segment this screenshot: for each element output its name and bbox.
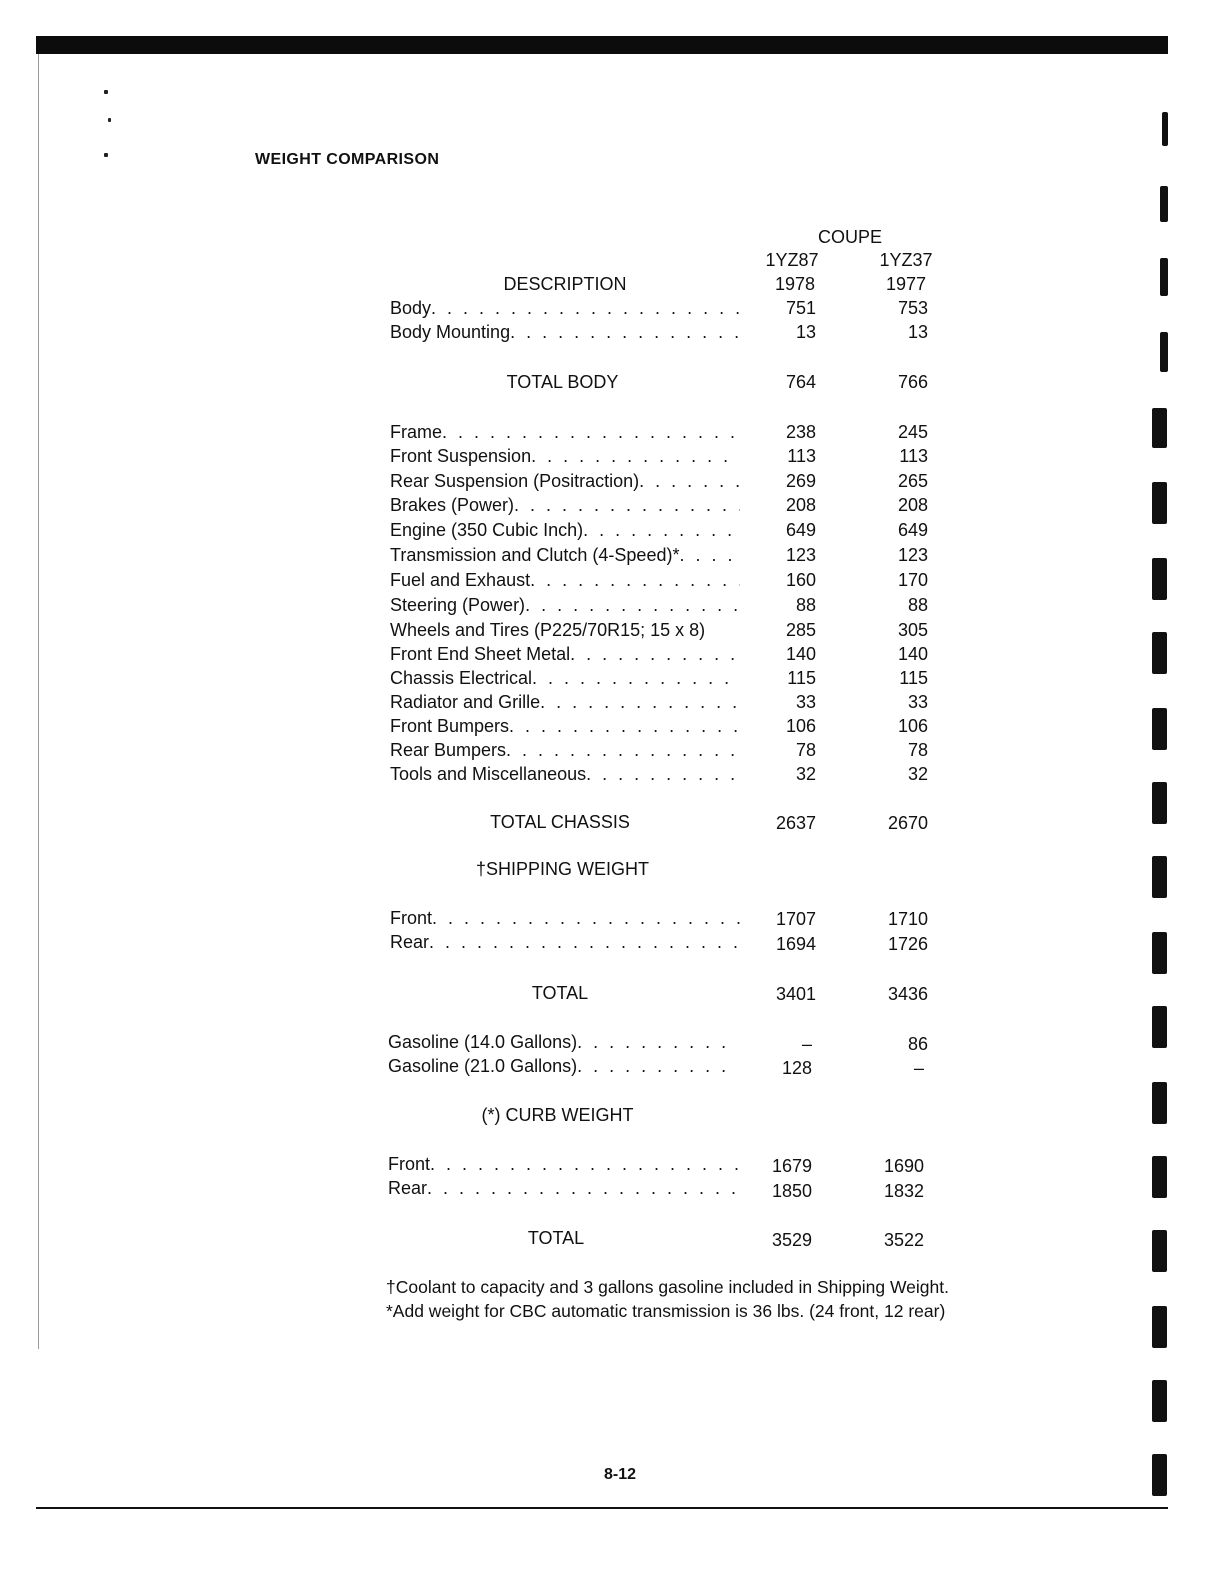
total-body-label: TOTAL BODY xyxy=(506,372,619,392)
value-1977: 115 xyxy=(899,668,928,688)
curb-total-1978: 3529 xyxy=(771,1230,812,1250)
value-1978: 33 xyxy=(795,692,816,712)
row-label: Brakes (Power) . . . xyxy=(390,494,740,516)
value-1977: 1710 xyxy=(887,909,928,929)
curb-total-label: TOTAL xyxy=(527,1228,585,1248)
total-chassis-1977: 2670 xyxy=(887,813,928,833)
footnote-curb: *Add weight for CBC automatic transmission is 36 lbs. (24 front, 12 rear) xyxy=(386,1301,946,1321)
value-1978: 115 xyxy=(787,668,816,688)
value-1977: 170 xyxy=(897,570,928,590)
total-body-1977: 766 xyxy=(897,372,928,392)
value-1977: 33 xyxy=(907,692,928,712)
value-1977: 88 xyxy=(907,595,928,615)
row-label: Rear . . . xyxy=(388,1177,738,1199)
row-label: Gasoline (14.0 Gallons) . . . xyxy=(388,1031,738,1053)
value-1978: 140 xyxy=(785,644,816,664)
value-1978: 123 xyxy=(785,545,816,565)
shipping-total-1978: 3401 xyxy=(775,984,816,1004)
value-1978: 1694 xyxy=(775,934,816,954)
value-1977: 208 xyxy=(897,495,928,515)
model-1978-heading: 1YZ87 xyxy=(765,250,819,270)
bottom-rule xyxy=(36,1507,1168,1509)
coupe-heading: COUPE xyxy=(817,227,882,247)
total-chassis-1978: 2637 xyxy=(775,813,816,833)
value-1978: 269 xyxy=(785,471,816,491)
value-1977: 13 xyxy=(907,322,928,342)
shipping-weight-heading: †SHIPPING WEIGHT xyxy=(475,859,650,879)
top-border-bar xyxy=(36,36,1168,54)
value-1977: 106 xyxy=(897,716,928,736)
total-body-1978: 764 xyxy=(785,372,816,392)
footnote-shipping: †Coolant to capacity and 3 gallons gasoline included in Shipping Weight. xyxy=(386,1277,949,1297)
left-margin-line xyxy=(38,54,39,1349)
value-1977: 305 xyxy=(897,620,928,640)
row-label: Rear Bumpers . . . xyxy=(390,739,740,761)
row-label: Front Suspension . . . xyxy=(390,445,740,467)
row-label: Radiator and Grille . . . xyxy=(390,691,740,713)
row-label: Engine (350 Cubic Inch) . . . xyxy=(390,519,740,541)
value-1977: 86 xyxy=(907,1034,928,1054)
total-chassis-label: TOTAL CHASSIS xyxy=(490,812,630,832)
shipping-total-label: TOTAL xyxy=(531,983,589,1003)
value-1977: 113 xyxy=(899,446,928,466)
value-1977: 245 xyxy=(897,422,928,442)
value-1977: 1832 xyxy=(883,1181,924,1201)
value-1978: 78 xyxy=(795,740,816,760)
value-1978: 208 xyxy=(785,495,816,515)
value-1978: 13 xyxy=(795,322,816,342)
value-1978: 32 xyxy=(795,764,816,784)
row-label: Rear Suspension (Positraction) . . . xyxy=(390,470,740,492)
value-1978: 160 xyxy=(785,570,816,590)
row-label: Transmission and Clutch (4-Speed)* . . . xyxy=(390,544,740,566)
value-1977: 753 xyxy=(897,298,928,318)
value-1978: 128 xyxy=(781,1058,812,1078)
row-label: Front End Sheet Metal . . . xyxy=(390,643,740,665)
value-1977: 649 xyxy=(897,520,928,540)
value-1978: 106 xyxy=(785,716,816,736)
year-1977-heading: 1977 xyxy=(885,274,927,294)
year-1978-heading: 1978 xyxy=(774,274,816,294)
row-label: Chassis Electrical . . . xyxy=(390,667,740,689)
curb-total-1977: 3522 xyxy=(883,1230,924,1250)
value-1977: 78 xyxy=(907,740,928,760)
row-label: Wheels and Tires (P225/70R15; 15 x 8) xyxy=(390,620,706,640)
page-number: 8-12 xyxy=(603,1466,637,1483)
curb-weight-heading: (*) CURB WEIGHT xyxy=(481,1105,634,1125)
value-1978: 113 xyxy=(787,446,816,466)
shipping-total-1977: 3436 xyxy=(887,984,928,1004)
value-1977: 265 xyxy=(897,471,928,491)
value-1977: – xyxy=(913,1058,924,1078)
value-1977: 140 xyxy=(897,644,928,664)
value-1978: 751 xyxy=(785,298,816,318)
value-1978: 285 xyxy=(785,620,816,640)
value-1977: 1726 xyxy=(887,934,928,954)
value-1978: 238 xyxy=(785,422,816,442)
row-label: Gasoline (21.0 Gallons) . . . xyxy=(388,1055,738,1077)
value-1978: 649 xyxy=(785,520,816,540)
value-1978: 1707 xyxy=(775,909,816,929)
value-1977: 1690 xyxy=(883,1156,924,1176)
value-1977: 32 xyxy=(907,764,928,784)
value-1978: 1679 xyxy=(771,1156,812,1176)
row-label: Body . . . xyxy=(390,297,740,319)
row-label: Rear . . . xyxy=(390,931,740,953)
value-1978: – xyxy=(801,1034,812,1054)
row-label: Fuel and Exhaust . . . xyxy=(390,569,740,591)
row-label: Tools and Miscellaneous . . . xyxy=(390,763,740,785)
model-1977-heading: 1YZ37 xyxy=(879,250,933,270)
value-1978: 1850 xyxy=(771,1181,812,1201)
row-label: Front Bumpers . . . xyxy=(390,715,740,737)
value-1977: 123 xyxy=(897,545,928,565)
row-label: Body Mounting . . . xyxy=(390,321,740,343)
row-label: Front . . . xyxy=(388,1153,738,1175)
page-title: WEIGHT COMPARISON xyxy=(255,151,440,168)
row-label: Front . . . xyxy=(390,907,740,929)
value-1978: 88 xyxy=(795,595,816,615)
description-heading: DESCRIPTION xyxy=(503,274,627,294)
row-label: Frame . . . xyxy=(390,421,740,443)
row-label: Steering (Power) . . . xyxy=(390,594,740,616)
